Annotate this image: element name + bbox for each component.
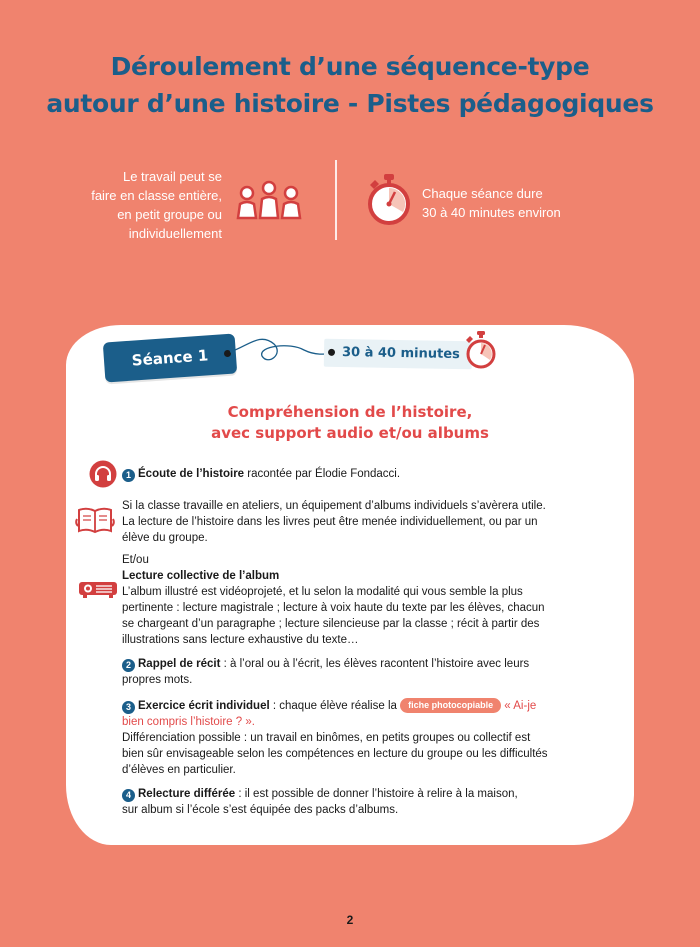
text-line: sur album si l’école s’est équipée des packs d’albums. [122, 804, 399, 816]
text-line: bien sûr envisageable selon les compétences en lecture du groupe ou les difficultés [122, 748, 548, 760]
ateliers-paragraph [122, 498, 602, 546]
text-line: La lecture de l’histoire dans les livres peut être menée individuellement, ou par un [122, 516, 538, 528]
worksheet-link[interactable]: « Ai-je [501, 700, 537, 712]
duration-label: 30 à 40 minutes [341, 345, 460, 363]
worksheet-link[interactable]: bien compris l’histoire ? ». [122, 716, 255, 728]
stopwatch-icon [462, 330, 500, 370]
step-number: 3 [122, 701, 135, 714]
people-group-icon [235, 180, 303, 220]
session-subtitle [120, 402, 580, 444]
collective-heading: Lecture collective de l’album [122, 570, 280, 582]
info-left-line: en petit groupe ou [117, 207, 222, 222]
projector-icon [78, 578, 118, 600]
info-left-line: faire en classe entière, [91, 188, 222, 203]
text-line: propres mots. [122, 674, 193, 686]
step-2 [122, 656, 602, 688]
step-1 [122, 466, 602, 482]
open-book-icon [75, 505, 115, 535]
tag-string [228, 336, 338, 370]
text-line: illustrations sans lecture exhaustive du texte… [122, 634, 359, 646]
info-left-line: individuellement [128, 226, 222, 241]
tag-pin [328, 349, 335, 356]
text-line: d’élèves en particulier. [122, 764, 236, 776]
info-right-line: Chaque séance dure [422, 186, 543, 201]
page-number: 2 [346, 913, 354, 927]
text-line: L’album illustré est vidéoprojeté, et lu selon la modalité qui vous semble la plus [122, 586, 523, 598]
step-title: Exercice écrit individuel [138, 700, 270, 712]
text-line: pertinente : lecture magistrale ; lecture à voix haute du texte par les élèves, chacun [122, 602, 545, 614]
title-line-2: autour d’une histoire - Pistes pédagogiques [46, 89, 654, 118]
info-right-line: 30 à 40 minutes environ [422, 205, 561, 220]
step-number: 1 [122, 469, 135, 482]
duration-tag [324, 339, 472, 370]
step-number: 2 [122, 659, 135, 672]
step-text: racontée par Élodie Fondacci. [244, 468, 401, 480]
step-4 [122, 786, 602, 818]
session-label-tag: Séance 1 [103, 333, 237, 382]
step-number: 4 [122, 789, 135, 802]
step-text: : chaque élève réalise la [269, 700, 401, 712]
step-title: Relecture différée [138, 788, 236, 800]
step-3 [122, 698, 602, 778]
text-line: se chargeant d’un paragraphe ; lecture silencieuse par la classe ; récit à partir des [122, 618, 540, 630]
step-title: Rappel de récit [138, 658, 221, 670]
collective-reading [122, 552, 602, 648]
title-line-1: Déroulement d’une séquence-type [110, 52, 590, 81]
session-duration-info [422, 184, 602, 222]
info-divider [335, 160, 337, 240]
headphones-icon [89, 460, 117, 488]
text-line: Si la classe travaille en ateliers, un équipement d’albums individuels s’avèrera utile. [122, 500, 546, 512]
and-or-label: Et/ou [122, 554, 149, 566]
worksheet-badge[interactable]: fiche photocopiable [400, 698, 501, 713]
info-left-line: Le travail peut se [122, 169, 222, 184]
subtitle-line-2: avec support audio et/ou albums [211, 424, 489, 442]
step-title: Écoute de l’histoire [138, 468, 245, 480]
group-work-info [90, 167, 222, 243]
stopwatch-icon [365, 172, 413, 226]
subtitle-line-1: Compréhension de l’histoire, [227, 403, 473, 421]
text-line: élève du groupe. [122, 532, 208, 544]
step-text: : à l’oral ou à l’écrit, les élèves racontent l’histoire avec leurs [220, 658, 530, 670]
step-text: : il est possible de donner l’histoire à relire à la maison, [235, 788, 518, 800]
text-line: Différenciation possible : un travail en binômes, en petits groupes ou collectif est [122, 732, 531, 744]
page-title [0, 48, 700, 122]
